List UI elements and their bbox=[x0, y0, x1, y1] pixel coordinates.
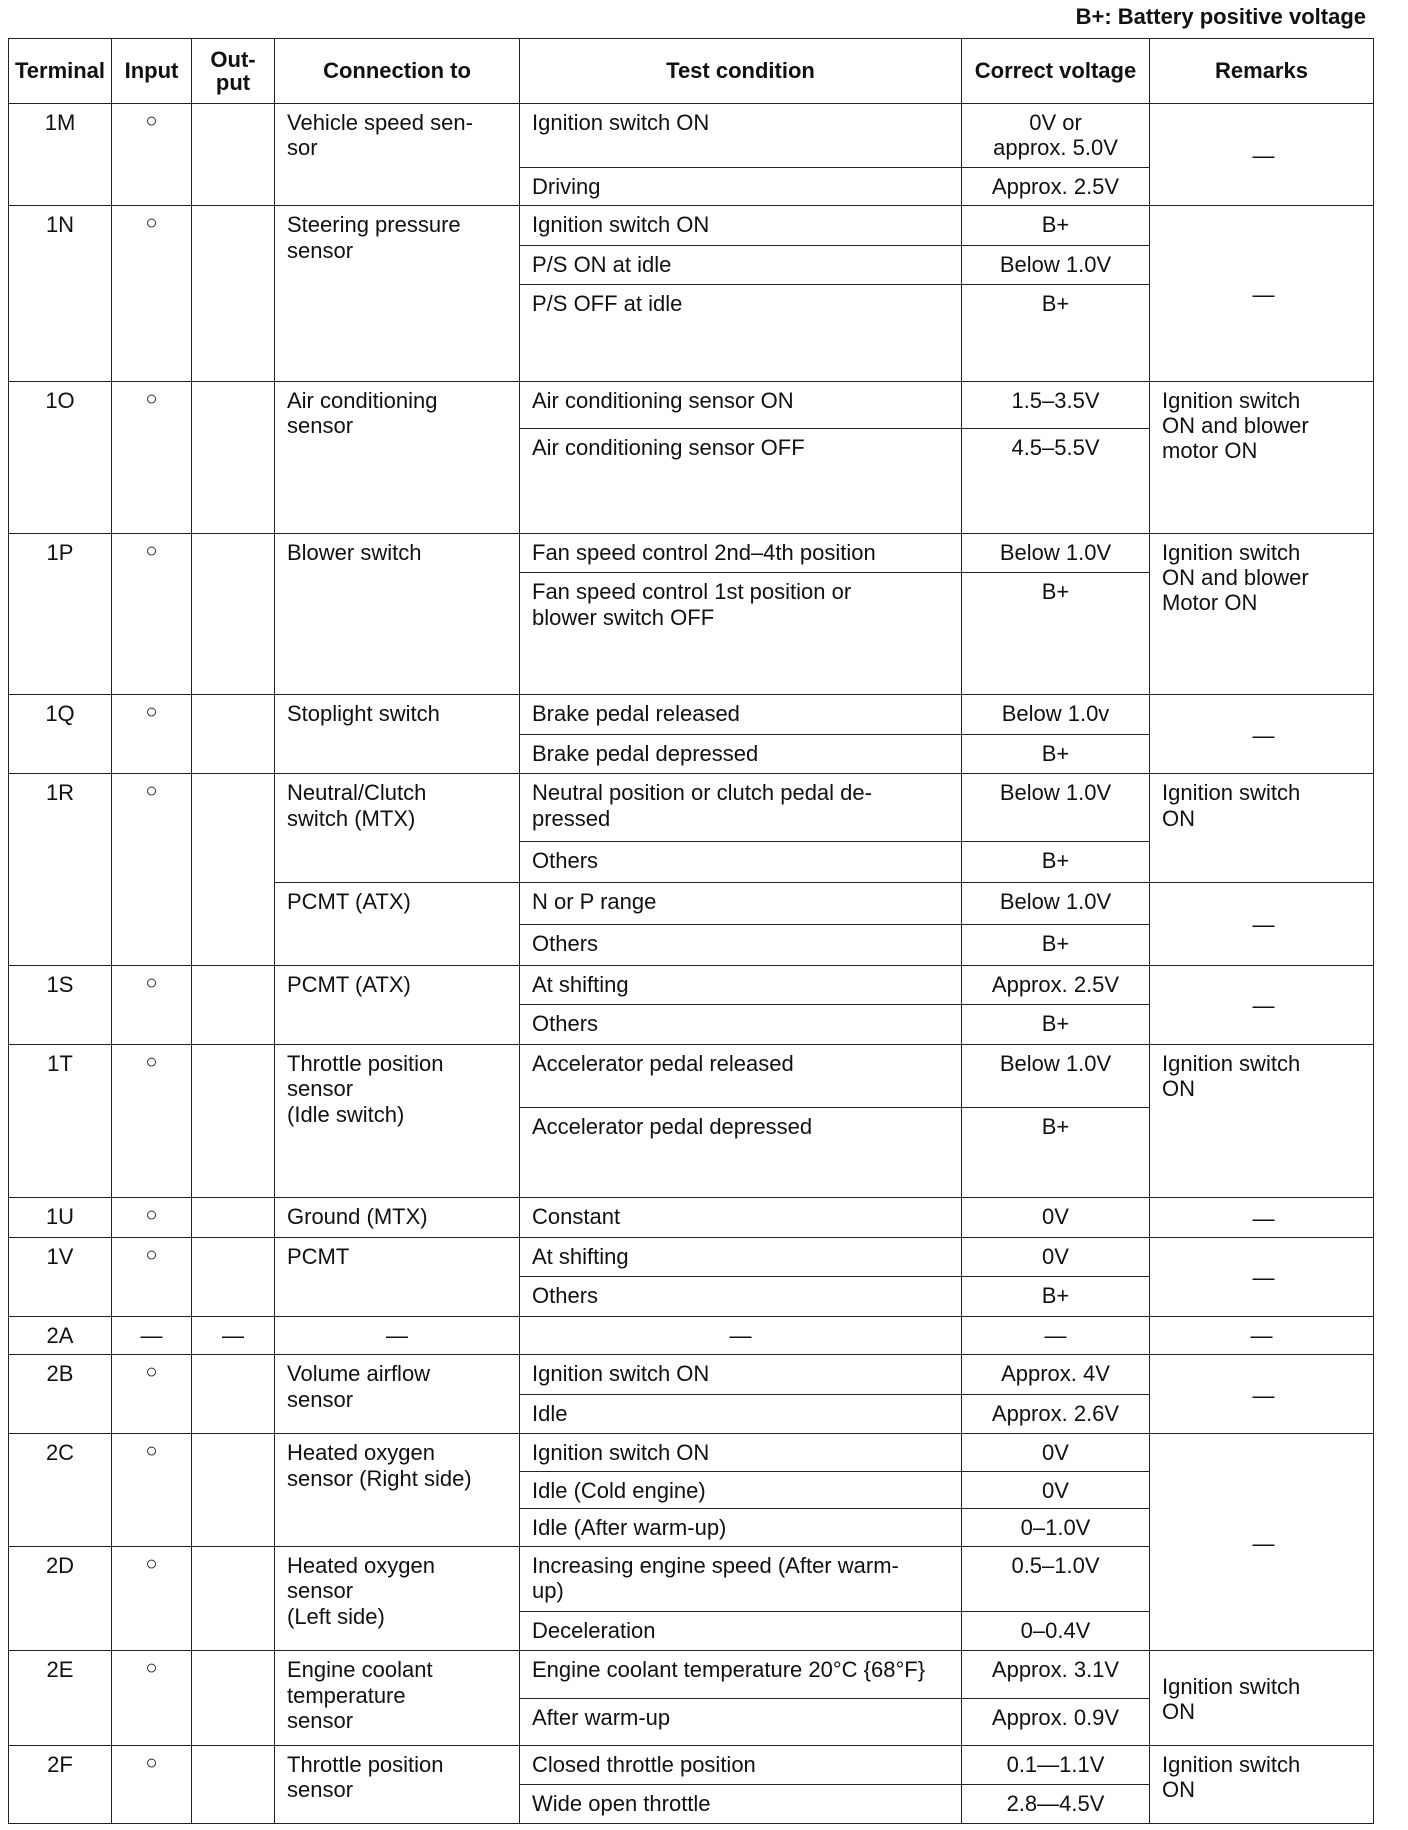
connection-cell: Air conditioning sensor bbox=[275, 381, 520, 533]
voltage-cell: 0.5–1.0V bbox=[962, 1546, 1150, 1611]
table-row bbox=[9, 1044, 1374, 1107]
connection-cell: PCMT (ATX) bbox=[275, 965, 520, 1044]
output-cell bbox=[192, 533, 275, 694]
remarks-cell: — bbox=[1150, 1316, 1374, 1355]
condition-cell: Others bbox=[520, 925, 962, 966]
condition-cell: Idle (After warm-up) bbox=[520, 1509, 962, 1547]
table-row bbox=[9, 206, 1374, 246]
input-marker: ○ bbox=[112, 1546, 192, 1650]
connection-cell: Steering pressure sensor bbox=[275, 206, 520, 381]
terminal-cell: 1U bbox=[9, 1198, 112, 1238]
voltage-cell: 0V bbox=[962, 1237, 1150, 1277]
condition-cell: Air conditioning sensor OFF bbox=[520, 429, 962, 533]
voltage-cell: Approx. 2.5V bbox=[962, 167, 1150, 206]
condition-cell: Accelerator pedal released bbox=[520, 1044, 962, 1107]
header-row bbox=[9, 39, 1374, 104]
voltage-cell: 0V bbox=[962, 1434, 1150, 1472]
header-terminal: Terminal bbox=[9, 39, 112, 104]
table-row bbox=[9, 1237, 1374, 1277]
connection-cell: — bbox=[275, 1316, 520, 1355]
table-row bbox=[9, 774, 1374, 842]
terminal-cell: 1N bbox=[9, 206, 112, 381]
condition-cell: Idle bbox=[520, 1394, 962, 1434]
voltage-cell: Below 1.0V bbox=[962, 533, 1150, 573]
output-cell bbox=[192, 1198, 275, 1238]
remarks-cell: — bbox=[1150, 206, 1374, 381]
remarks-cell: — bbox=[1150, 1237, 1374, 1316]
input-marker: ○ bbox=[112, 1355, 192, 1434]
condition-cell: Ignition switch ON bbox=[520, 206, 962, 246]
voltage-cell: 0–0.4V bbox=[962, 1611, 1150, 1651]
remarks-cell: Ignition switch ON and blower motor ON bbox=[1150, 381, 1374, 533]
connection-cell: Heated oxygen sensor (Left side) bbox=[275, 1546, 520, 1650]
output-cell bbox=[192, 695, 275, 774]
condition-cell: Brake pedal depressed bbox=[520, 734, 962, 774]
voltage-cell: B+ bbox=[962, 925, 1150, 966]
voltage-cell: Approx. 2.5V bbox=[962, 965, 1150, 1005]
remarks-cell: — bbox=[1150, 1434, 1374, 1651]
table-row bbox=[9, 381, 1374, 429]
voltage-cell: 1.5–3.5V bbox=[962, 381, 1150, 429]
condition-cell: Others bbox=[520, 842, 962, 883]
output-cell bbox=[192, 381, 275, 533]
condition-cell: Deceleration bbox=[520, 1611, 962, 1651]
condition-cell: P/S ON at idle bbox=[520, 245, 962, 285]
terminal-cell: 2D bbox=[9, 1546, 112, 1650]
terminal-cell: 1P bbox=[9, 533, 112, 694]
remarks-cell: Ignition switch ON bbox=[1150, 1745, 1374, 1823]
table-row bbox=[9, 1198, 1374, 1238]
table-row bbox=[9, 1355, 1374, 1395]
terminal-cell: 1R bbox=[9, 774, 112, 966]
condition-cell: Ignition switch ON bbox=[520, 103, 962, 167]
condition-cell: Air conditioning sensor ON bbox=[520, 381, 962, 429]
header-connection: Connection to bbox=[275, 39, 520, 104]
input-marker: ○ bbox=[112, 103, 192, 205]
connection-cell: Blower switch bbox=[275, 533, 520, 694]
table-row bbox=[9, 1651, 1374, 1699]
voltage-cell: B+ bbox=[962, 1107, 1150, 1197]
header-input: Input bbox=[112, 39, 192, 104]
terminal-cell: 2A bbox=[9, 1316, 112, 1355]
terminal-voltage-table bbox=[8, 38, 1374, 1824]
voltage-cell: 0V bbox=[962, 1198, 1150, 1238]
remarks-cell: — bbox=[1150, 882, 1374, 965]
connection-cell: Vehicle speed sen- sor bbox=[275, 103, 520, 205]
remarks-cell: — bbox=[1150, 103, 1374, 205]
header-test-condition: Test condition bbox=[520, 39, 962, 104]
input-marker: ○ bbox=[112, 206, 192, 381]
output-cell bbox=[192, 1651, 275, 1745]
condition-cell: Brake pedal released bbox=[520, 695, 962, 735]
table-row bbox=[9, 1316, 1374, 1355]
voltage-cell: 0–1.0V bbox=[962, 1509, 1150, 1547]
condition-cell: Increasing engine speed (After warm- up) bbox=[520, 1546, 962, 1611]
connection-cell: PCMT (ATX) bbox=[275, 882, 520, 965]
output-cell bbox=[192, 1745, 275, 1823]
terminal-cell: 1M bbox=[9, 103, 112, 205]
voltage-cell: 2.8—4.5V bbox=[962, 1785, 1150, 1824]
input-marker: ○ bbox=[112, 965, 192, 1044]
remarks-cell: Ignition switch ON bbox=[1150, 1044, 1374, 1197]
condition-cell: Fan speed control 2nd–4th position bbox=[520, 533, 962, 573]
voltage-cell: Below 1.0V bbox=[962, 882, 1150, 925]
terminal-cell: 2E bbox=[9, 1651, 112, 1745]
input-marker: ○ bbox=[112, 533, 192, 694]
voltage-cell: Below 1.0V bbox=[962, 245, 1150, 285]
output-cell: — bbox=[192, 1316, 275, 1355]
output-cell bbox=[192, 1044, 275, 1197]
voltage-cell: 0V or approx. 5.0V bbox=[962, 103, 1150, 167]
condition-cell: Others bbox=[520, 1277, 962, 1317]
condition-cell: Others bbox=[520, 1005, 962, 1045]
condition-cell: Closed throttle position bbox=[520, 1745, 962, 1785]
connection-cell: Neutral/Clutch switch (MTX) bbox=[275, 774, 520, 883]
condition-cell: Fan speed control 1st position or blower switch OFF bbox=[520, 573, 962, 695]
terminal-cell: 2B bbox=[9, 1355, 112, 1434]
input-marker: ○ bbox=[112, 1651, 192, 1745]
voltage-cell: Approx. 3.1V bbox=[962, 1651, 1150, 1699]
voltage-cell: B+ bbox=[962, 1277, 1150, 1317]
table-row bbox=[9, 1745, 1374, 1785]
terminal-cell: 1O bbox=[9, 381, 112, 533]
table-row bbox=[9, 1434, 1374, 1472]
output-cell bbox=[192, 1434, 275, 1547]
connection-cell: Throttle position sensor bbox=[275, 1745, 520, 1823]
condition-cell: Constant bbox=[520, 1198, 962, 1238]
voltage-cell: 4.5–5.5V bbox=[962, 429, 1150, 533]
voltage-cell: B+ bbox=[962, 734, 1150, 774]
remarks-cell: Ignition switch ON and blower Motor ON bbox=[1150, 533, 1374, 694]
input-marker: ○ bbox=[112, 774, 192, 966]
remarks-cell: — bbox=[1150, 1355, 1374, 1434]
table-row bbox=[9, 533, 1374, 573]
output-cell bbox=[192, 774, 275, 966]
voltage-cell: Below 1.0v bbox=[962, 695, 1150, 735]
condition-cell: Ignition switch ON bbox=[520, 1434, 962, 1472]
voltage-cell: B+ bbox=[962, 206, 1150, 246]
condition-cell: At shifting bbox=[520, 1237, 962, 1277]
condition-cell: — bbox=[520, 1316, 962, 1355]
connection-cell: Heated oxygen sensor (Right side) bbox=[275, 1434, 520, 1547]
voltage-cell: 0V bbox=[962, 1471, 1150, 1509]
output-cell bbox=[192, 965, 275, 1044]
terminal-cell: 1S bbox=[9, 965, 112, 1044]
terminal-cell: 2F bbox=[9, 1745, 112, 1823]
remarks-cell: — bbox=[1150, 1198, 1374, 1238]
output-cell bbox=[192, 1546, 275, 1650]
table-row bbox=[9, 103, 1374, 167]
voltage-cell: B+ bbox=[962, 285, 1150, 381]
output-cell bbox=[192, 103, 275, 205]
condition-cell: Idle (Cold engine) bbox=[520, 1471, 962, 1509]
condition-cell: Accelerator pedal depressed bbox=[520, 1107, 962, 1197]
voltage-cell: Approx. 4V bbox=[962, 1355, 1150, 1395]
voltage-cell: Below 1.0V bbox=[962, 1044, 1150, 1107]
output-cell bbox=[192, 1237, 275, 1316]
header-remarks: Remarks bbox=[1150, 39, 1374, 104]
connection-cell: PCMT bbox=[275, 1237, 520, 1316]
connection-cell: Throttle position sensor (Idle switch) bbox=[275, 1044, 520, 1197]
terminal-cell: 1T bbox=[9, 1044, 112, 1197]
input-marker: — bbox=[112, 1316, 192, 1355]
condition-cell: Wide open throttle bbox=[520, 1785, 962, 1824]
output-cell bbox=[192, 206, 275, 381]
voltage-cell: B+ bbox=[962, 1005, 1150, 1045]
table-row bbox=[9, 965, 1374, 1005]
condition-cell: P/S OFF at idle bbox=[520, 285, 962, 381]
connection-cell: Engine coolant temperature sensor bbox=[275, 1651, 520, 1745]
voltage-cell: Approx. 0.9V bbox=[962, 1699, 1150, 1746]
voltage-cell: Approx. 2.6V bbox=[962, 1394, 1150, 1434]
input-marker: ○ bbox=[112, 381, 192, 533]
input-marker: ○ bbox=[112, 1237, 192, 1316]
connection-cell: Stoplight switch bbox=[275, 695, 520, 774]
remarks-cell: — bbox=[1150, 695, 1374, 774]
table-row bbox=[9, 695, 1374, 735]
condition-cell: N or P range bbox=[520, 882, 962, 925]
remarks-cell: Ignition switch ON bbox=[1150, 1651, 1374, 1745]
voltage-cell: 0.1—1.1V bbox=[962, 1745, 1150, 1785]
condition-cell: Engine coolant temperature 20°C {68°F} bbox=[520, 1651, 962, 1699]
input-marker: ○ bbox=[112, 695, 192, 774]
output-cell bbox=[192, 1355, 275, 1434]
terminal-cell: 1V bbox=[9, 1237, 112, 1316]
condition-cell: Neutral position or clutch pedal de- pressed bbox=[520, 774, 962, 842]
condition-cell: Driving bbox=[520, 167, 962, 206]
input-marker: ○ bbox=[112, 1198, 192, 1238]
condition-cell: Ignition switch ON bbox=[520, 1355, 962, 1395]
input-marker: ○ bbox=[112, 1434, 192, 1547]
voltage-cell: Below 1.0V bbox=[962, 774, 1150, 842]
input-marker: ○ bbox=[112, 1044, 192, 1197]
voltage-cell: B+ bbox=[962, 842, 1150, 883]
connection-cell: Ground (MTX) bbox=[275, 1198, 520, 1238]
legend-note: B+: Battery positive voltage bbox=[1075, 4, 1366, 29]
connection-cell: Volume airflow sensor bbox=[275, 1355, 520, 1434]
remarks-cell: Ignition switch ON bbox=[1150, 774, 1374, 883]
condition-cell: After warm-up bbox=[520, 1699, 962, 1746]
terminal-cell: 2C bbox=[9, 1434, 112, 1547]
condition-cell: At shifting bbox=[520, 965, 962, 1005]
input-marker: ○ bbox=[112, 1745, 192, 1823]
voltage-cell: B+ bbox=[962, 573, 1150, 695]
remarks-cell: — bbox=[1150, 965, 1374, 1044]
terminal-cell: 1Q bbox=[9, 695, 112, 774]
header-output: Out- put bbox=[192, 39, 275, 104]
header-correct-voltage: Correct voltage bbox=[962, 39, 1150, 104]
voltage-cell: — bbox=[962, 1316, 1150, 1355]
